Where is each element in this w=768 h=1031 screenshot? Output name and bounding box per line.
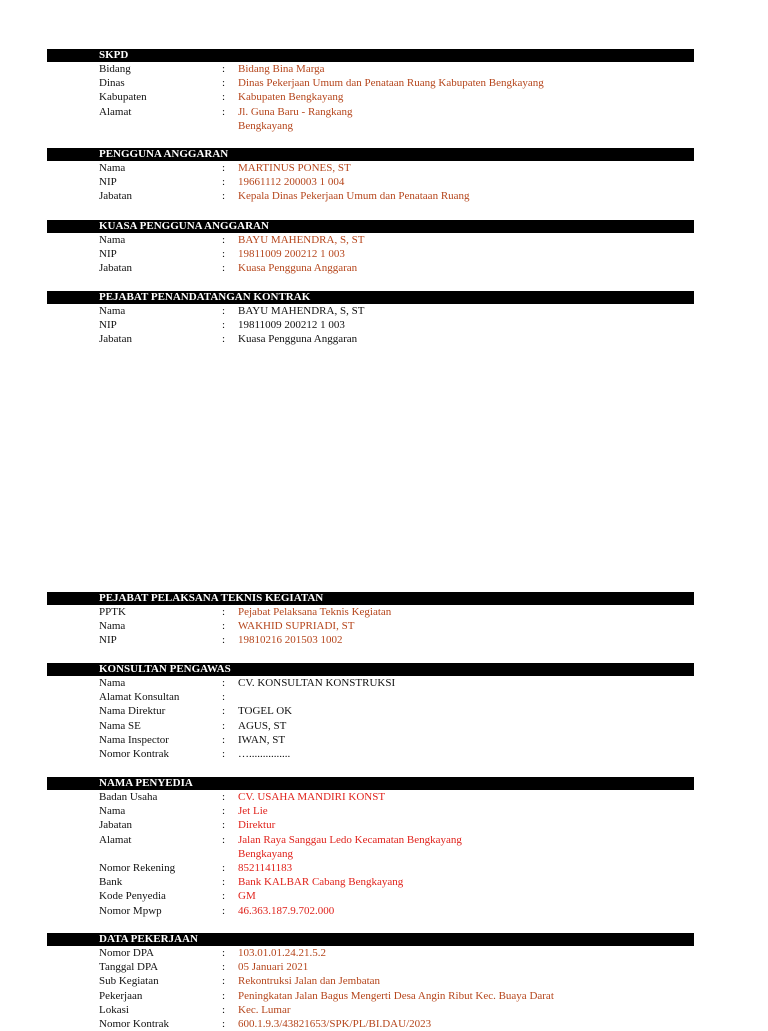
section-header: NAMA PENYEDIA <box>47 777 694 790</box>
field-colon: : <box>222 961 226 974</box>
field-row <box>47 619 694 633</box>
field-label: Nomor Mpwp <box>99 904 162 917</box>
field-label: Kabupaten <box>99 91 147 104</box>
field-row <box>47 875 694 889</box>
field-value: 8521141183 <box>238 861 293 874</box>
field-row <box>47 847 694 861</box>
field-colon: : <box>222 861 226 874</box>
field-colon: : <box>222 705 226 718</box>
field-value: 103.01.01.24.21.5.2 <box>238 947 326 959</box>
section-data-pekerjaan <box>47 933 694 1031</box>
field-value: CV. KONSULTAN KONSTRUKSI <box>238 677 396 689</box>
field-row <box>47 960 694 974</box>
field-colon: : <box>222 819 226 832</box>
field-label: Nomor Rekening <box>99 861 176 874</box>
field-row <box>47 332 694 346</box>
field-value: Dinas Pekerjaan Umum dan Penataan Ruang Kabupaten Bengkayang <box>238 77 544 90</box>
section-konsultan-pengawas <box>47 663 694 761</box>
field-row <box>47 690 694 704</box>
field-row <box>47 889 694 903</box>
field-value: 19811009 200212 1 003 <box>238 319 345 332</box>
field-label: Jabatan <box>99 819 132 832</box>
field-label: Pekerjaan <box>99 989 143 1002</box>
field-value: BAYU MAHENDRA, S, ST <box>238 305 365 317</box>
field-colon: : <box>222 105 226 118</box>
field-value: 600.1.9.3/43821653/SPK/PL/BI.DAU/2023 <box>238 1017 432 1030</box>
field-label: Bidang <box>99 63 131 75</box>
section-header: KUASA PENGGUNA ANGGARAN <box>47 220 694 233</box>
section-header: PENGGUNA ANGGARAN <box>47 148 694 161</box>
field-label: NIP <box>99 319 117 332</box>
field-colon: : <box>222 319 226 332</box>
field-row <box>47 161 694 175</box>
field-label: NIP <box>99 176 117 189</box>
section-header: PEJABAT PENANDATANGAN KONTRAK <box>47 291 694 304</box>
field-label: Jabatan <box>99 190 132 203</box>
field-label: Alamat <box>99 833 132 846</box>
field-colon: : <box>222 904 226 917</box>
field-value: 19810216 201503 1002 <box>238 634 343 647</box>
field-colon: : <box>222 747 226 760</box>
field-value: TOGEL OK <box>238 705 293 718</box>
field-value: CV. USAHA MANDIRI KONST <box>238 791 386 803</box>
field-colon: : <box>222 876 226 889</box>
section-pptk <box>47 592 694 648</box>
field-colon: : <box>222 63 226 75</box>
field-row <box>47 790 694 804</box>
field-colon: : <box>222 975 226 988</box>
field-row <box>47 261 694 275</box>
field-row <box>47 904 694 918</box>
field-value: BAYU MAHENDRA, S, ST <box>238 234 365 246</box>
section-pejabat-penandatangan-kontrak <box>47 291 694 347</box>
field-value: Direktur <box>238 819 276 832</box>
field-colon: : <box>222 262 226 275</box>
field-label: Sub Kegiatan <box>99 975 159 988</box>
field-label: Nama <box>99 234 126 246</box>
field-row <box>47 946 694 960</box>
field-colon: : <box>222 77 226 90</box>
field-value: 46.363.187.9.702.000 <box>238 904 335 917</box>
field-row <box>47 818 694 832</box>
field-label: NIP <box>99 248 117 261</box>
field-value: Bengkayang <box>238 847 293 860</box>
field-value: 19811009 200212 1 003 <box>238 248 345 261</box>
field-value: 05 Januari 2021 <box>238 961 309 974</box>
field-label: Nama <box>99 305 126 317</box>
section-skpd <box>47 49 694 133</box>
field-row <box>47 76 694 90</box>
field-row <box>47 318 694 332</box>
field-label: Alamat Konsultan <box>99 691 180 704</box>
field-value: IWAN, ST <box>238 733 286 746</box>
field-colon: : <box>222 162 226 174</box>
field-value: 19661112 200003 1 004 <box>238 176 345 189</box>
field-row <box>47 747 694 761</box>
field-label: Nama <box>99 677 126 689</box>
field-colon: : <box>222 947 226 959</box>
field-row <box>47 1003 694 1017</box>
field-label: Badan Usaha <box>99 791 158 803</box>
field-colon: : <box>222 190 226 203</box>
field-label: Dinas <box>99 77 125 90</box>
field-colon: : <box>222 719 226 732</box>
field-value: Jet Lie <box>238 805 268 818</box>
field-label: Nomor DPA <box>99 947 154 959</box>
field-label: Bank <box>99 876 123 889</box>
field-colon: : <box>222 805 226 818</box>
field-row <box>47 804 694 818</box>
field-row <box>47 704 694 718</box>
field-label: Nama <box>99 162 126 174</box>
field-label: Jabatan <box>99 262 132 275</box>
field-label: NIP <box>99 634 117 647</box>
field-colon: : <box>222 620 226 633</box>
field-row <box>47 989 694 1003</box>
field-label: Nama Direktur <box>99 705 166 718</box>
field-label: Alamat <box>99 105 132 118</box>
field-colon: : <box>222 890 226 903</box>
field-value: Kuasa Pengguna Anggaran <box>238 333 358 346</box>
field-row <box>47 247 694 261</box>
field-value: Peningkatan Jalan Bagus Mengerti Desa Angin Ribut Kec. Buaya Darat <box>238 989 554 1002</box>
field-row <box>47 733 694 747</box>
field-colon: : <box>222 1017 226 1030</box>
field-row <box>47 633 694 647</box>
field-value: Kepala Dinas Pekerjaan Umum dan Penataan Ruang <box>238 190 470 203</box>
field-colon: : <box>222 1003 226 1016</box>
field-value: Kabupaten Bengkayang <box>238 91 344 104</box>
field-value: MARTINUS PONES, ST <box>238 162 351 174</box>
field-row <box>47 304 694 318</box>
field-value: Kuasa Pengguna Anggaran <box>238 262 358 275</box>
field-row <box>47 233 694 247</box>
field-colon: : <box>222 91 226 104</box>
field-row <box>47 605 694 619</box>
field-value: Bank KALBAR Cabang Bengkayang <box>238 876 404 889</box>
field-value: WAKHID SUPRIADI, ST <box>238 620 355 633</box>
field-value: Bidang Bina Marga <box>238 63 325 75</box>
field-value: …............... <box>238 747 291 760</box>
field-row <box>47 676 694 690</box>
field-colon: : <box>222 989 226 1002</box>
field-label: Lokasi <box>99 1003 129 1016</box>
field-row <box>47 974 694 988</box>
field-row <box>47 833 694 847</box>
field-row <box>47 105 694 133</box>
field-colon: : <box>222 634 226 647</box>
field-colon: : <box>222 176 226 189</box>
field-label: Nama SE <box>99 719 141 732</box>
field-value: AGUS, ST <box>238 719 287 732</box>
section-header: DATA PEKERJAAN <box>47 933 694 946</box>
field-colon: : <box>222 833 226 846</box>
field-colon: : <box>222 733 226 746</box>
field-colon: : <box>222 606 226 618</box>
field-row <box>47 90 694 104</box>
field-colon: : <box>222 248 226 261</box>
field-label: Nomor Kontrak <box>99 1017 169 1030</box>
field-label: Nama <box>99 805 126 818</box>
field-label: PPTK <box>99 606 126 618</box>
section-nama-penyedia <box>47 777 694 918</box>
section-pengguna-anggaran <box>47 148 694 204</box>
field-colon: : <box>222 333 226 346</box>
field-colon: : <box>222 234 226 246</box>
field-value: Jl. Guna Baru - Rangkang Bengkayang <box>238 105 353 132</box>
field-value: Jalan Raya Sanggau Ledo Kecamatan Bengkayang <box>238 833 462 846</box>
field-colon: : <box>222 305 226 317</box>
section-header: PEJABAT PELAKSANA TEKNIS KEGIATAN <box>47 592 694 605</box>
field-row <box>47 861 694 875</box>
section-header: SKPD <box>47 49 694 62</box>
field-row <box>47 175 694 189</box>
field-row <box>47 62 694 76</box>
field-value: Kec. Lumar <box>238 1003 291 1016</box>
field-label: Kode Penyedia <box>99 890 166 903</box>
field-value: GM <box>238 890 256 903</box>
field-colon: : <box>222 691 226 704</box>
field-label: Nomor Kontrak <box>99 747 169 760</box>
field-value: Rekontruksi Jalan dan Jembatan <box>238 975 381 988</box>
field-row <box>47 719 694 733</box>
field-colon: : <box>222 677 226 689</box>
field-label: Nama Inspector <box>99 733 169 746</box>
field-label: Jabatan <box>99 333 132 346</box>
section-kuasa-pengguna-anggaran <box>47 220 694 276</box>
field-label: Tanggal DPA <box>99 961 159 974</box>
field-row <box>47 189 694 203</box>
field-colon: : <box>222 791 226 803</box>
field-value: Pejabat Pelaksana Teknis Kegiatan <box>238 606 392 618</box>
section-header: KONSULTAN PENGAWAS <box>47 663 694 676</box>
field-label: Nama <box>99 620 126 633</box>
